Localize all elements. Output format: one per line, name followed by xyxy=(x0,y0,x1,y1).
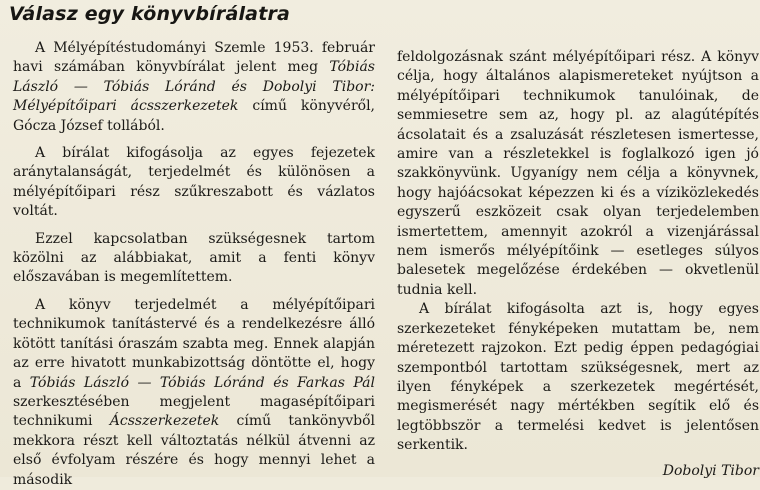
paragraph-criticism: A bírálat kifogásolja az egyes fejezetek aránytalanságát, terjedelmét és különösen a mélyépítőipari rész szűkreszabott és vázlatos voltát. xyxy=(13,145,375,220)
scope-text-a: A könyv terjedelmét a mélyépítőipari technikumok tanítástervé és a rendelkezésre álló kötött tanítási óraszám szabta meg. Ennek alapján az erre hivatott munkabizottság döntötte el, hogy a xyxy=(13,296,375,391)
intro-text-a: A Mélyépítéstudományi Szemle 1953. február havi számában könyvbírálat jelent meg xyxy=(13,40,375,76)
scope-text-c: című tankönyvből mekkora részt kell változtatás nélkül átvenni az első évfolyam részére és hogy mennyi lehet a második xyxy=(13,413,376,488)
paragraph-purpose: feldolgozásnak szánt mélyépítőipari rész. A könyv célja, hogy általános alapismereteket nyújtson a mélyépítőipari technikumok tanulóinak, de semmiesetre sem az, hogy pl. az alagútépítés ácsolatait és a zsaluzását részletesen ismertesse, amire van a részletekkel is foglalkozó igen jó szakkönyvünk. Ugyanígy nem célja a könyvnek, hogy hajóácsokat képezzen ki és a víziközlekedés egyszerű eszközeit csak olyan terjedelemben ismertettem, amennyit azokról a vizenjárással nem ismerős mélyépítőink — esetleges súlyos balesetek megelőzése érdekében — okvetlenül tudnia kell. xyxy=(397,49,759,298)
signature-line xyxy=(397,462,759,481)
author-signature: Dobolyi Tibor xyxy=(662,462,759,479)
paragraph-response: Ezzel kapcsolatban szükségesnek tartom közölni az alábbiakat, amit a fenti könyv előszavában is megemlítettem. xyxy=(13,230,375,286)
authors-citation: Tóbiás László — Tóbiás Lóránd és Farkas Pál xyxy=(29,374,375,391)
right-column xyxy=(397,48,759,481)
left-column xyxy=(13,39,375,490)
paragraph-intro xyxy=(13,39,375,136)
book-title-citation: Tóbiás László — Tóbiás Lóránd és Dobolyi Tibor: Mélyépítőipari ácsszerkezetek xyxy=(13,59,375,115)
textbook-title: Ácsszerkezetek xyxy=(109,413,220,430)
scope-text-b: szerkesztésében megjelent magasépítőipari technikumi xyxy=(13,393,375,430)
paragraph-scope xyxy=(13,296,375,490)
intro-text-b: című könyvéről, Gócza József tollából. xyxy=(13,98,375,134)
paragraph-photos: A bírálat kifogásolta azt is, hogy egyes szerkezeteket fényképeken mutattam be, nem méretezett rajzokon. Ezt pedig éppen pedagógiai szempontból tartottam szükségesnek, mert az ilyen fényképek a szerkezetek megértését, megismerését nagy mértékben segítik elő és legtöbbször a termelési kedvet is jelentősen serkentik. xyxy=(397,301,759,454)
article-title: Válasz egy könyvbírálatra xyxy=(9,3,291,25)
